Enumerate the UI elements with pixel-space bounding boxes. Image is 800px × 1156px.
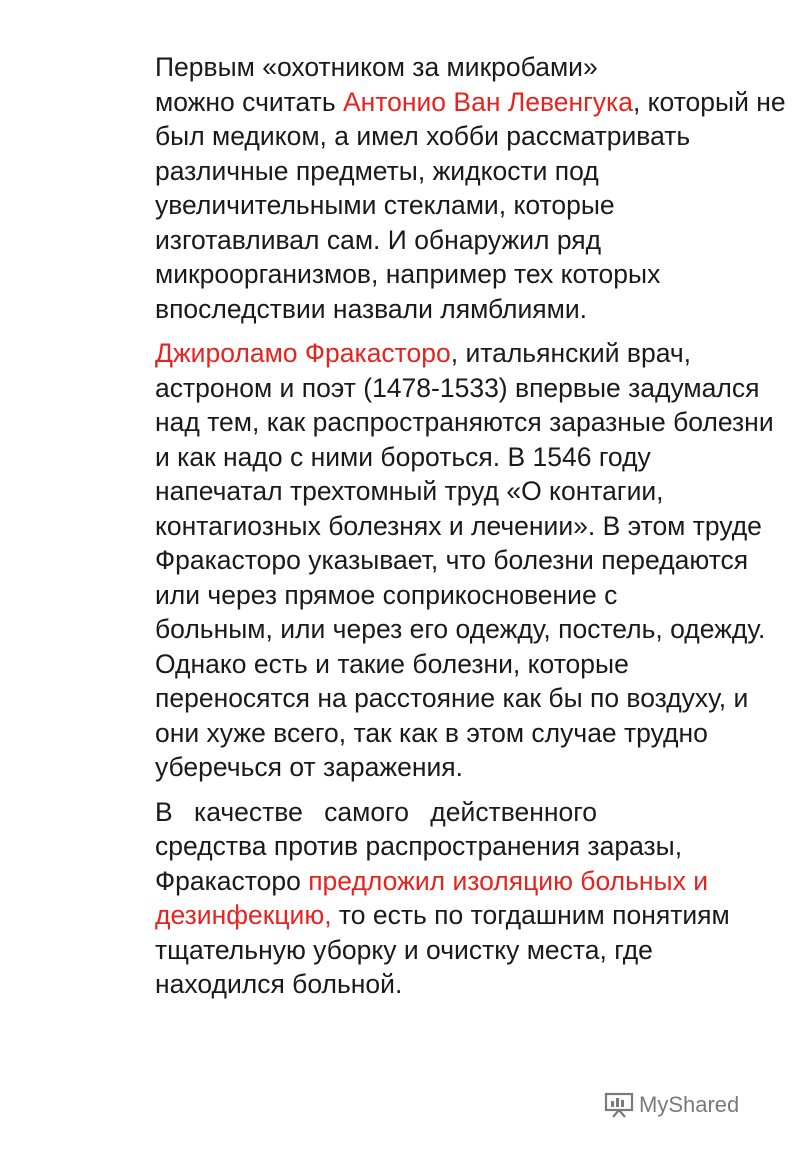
text-run: напечатал трехтомный труд «О контагии, <box>155 476 664 506</box>
text-run: Фракасторо указывает, что болезни передаются <box>155 545 749 575</box>
text-run: или через прямое соприкосновение с <box>155 579 618 610</box>
text-run: астроном и поэт (1478-1533) впервые задумался <box>155 372 760 403</box>
text-run: над тем, как распространяются заразные болезни <box>155 407 774 437</box>
text-run: Фракасторо <box>155 865 309 896</box>
text-line <box>50 578 768 613</box>
text-run: изготавливал сам. И обнаружил ряд <box>155 224 602 255</box>
text-line <box>50 257 768 292</box>
text-run: микроорганизмов, например тех которых <box>155 259 661 289</box>
highlighted-text: Джироламо Фракасторо <box>155 338 451 368</box>
text-line <box>50 967 768 1002</box>
text-run: , который не <box>632 86 786 117</box>
document-body <box>50 50 786 1002</box>
text-line <box>50 716 768 751</box>
text-run: впоследствии назвали лямблиями. <box>155 293 588 324</box>
text-line <box>50 898 768 933</box>
text-run: больным, или через его одежду, постель, одежду. <box>155 614 766 644</box>
paragraph-fracastoro <box>50 336 774 785</box>
text-run: находился больной. <box>155 969 403 999</box>
text-run: переносятся на расстояние как бы по воздуху, и <box>155 683 749 713</box>
highlighted-text: дезинфекцию, <box>155 900 332 930</box>
text-line <box>50 223 768 258</box>
text-line <box>50 864 768 899</box>
text-line <box>50 750 768 785</box>
text-line <box>50 933 768 968</box>
presentation-board-icon <box>604 1092 634 1118</box>
watermark-text: MyShared <box>639 1092 740 1117</box>
paragraph-leeuwenhoek <box>50 50 786 326</box>
text-line <box>50 474 768 509</box>
text-run: тщательную уборку и очистку места, где <box>155 934 653 965</box>
text-line <box>50 154 768 189</box>
text-run: В качестве самого действенного <box>155 796 598 827</box>
paragraph-isolation <box>50 795 768 1002</box>
text-line <box>50 50 768 85</box>
text-line <box>50 681 768 716</box>
text-run: контагиозных болезнях и лечении». В этом труде <box>155 510 762 541</box>
text-line <box>50 440 768 475</box>
text-line <box>50 85 786 120</box>
text-run: увеличительными стеклами, которые <box>155 190 615 220</box>
text-line <box>50 795 768 830</box>
text-run: и как надо с ними бороться. В 1546 году <box>155 441 651 472</box>
text-line <box>50 509 768 544</box>
text-line <box>50 405 774 440</box>
highlighted-text: предложил изоляцию больных и <box>308 865 709 896</box>
text-line <box>50 119 768 154</box>
text-line <box>50 292 768 327</box>
text-run: Однако есть и такие болезни, которые <box>155 648 629 679</box>
text-line <box>50 543 768 578</box>
text-line <box>50 647 768 682</box>
text-run: то есть по тогдашним понятиям <box>331 900 730 930</box>
text-run: они хуже всего, так как в этом случае трудно <box>155 717 708 748</box>
text-line <box>50 829 768 864</box>
text-run: Первым «охотником за микробами» <box>155 52 598 82</box>
text-line <box>50 188 768 223</box>
text-line <box>50 612 768 647</box>
myshared-watermark <box>604 1092 739 1118</box>
text-run: уберечься от заражения. <box>155 752 463 782</box>
text-run: , итальянский врач, <box>450 338 692 368</box>
text-run: различные предметы, жидкости под <box>155 155 599 186</box>
text-run: средства против распространения заразы, <box>155 831 683 861</box>
highlighted-text: Антонио Ван Левенгука <box>342 86 633 117</box>
text-line <box>50 371 768 406</box>
text-run: можно считать <box>155 86 343 117</box>
text-line <box>50 336 768 371</box>
text-run: был медиком, а имел хобби рассматривать <box>155 121 691 151</box>
